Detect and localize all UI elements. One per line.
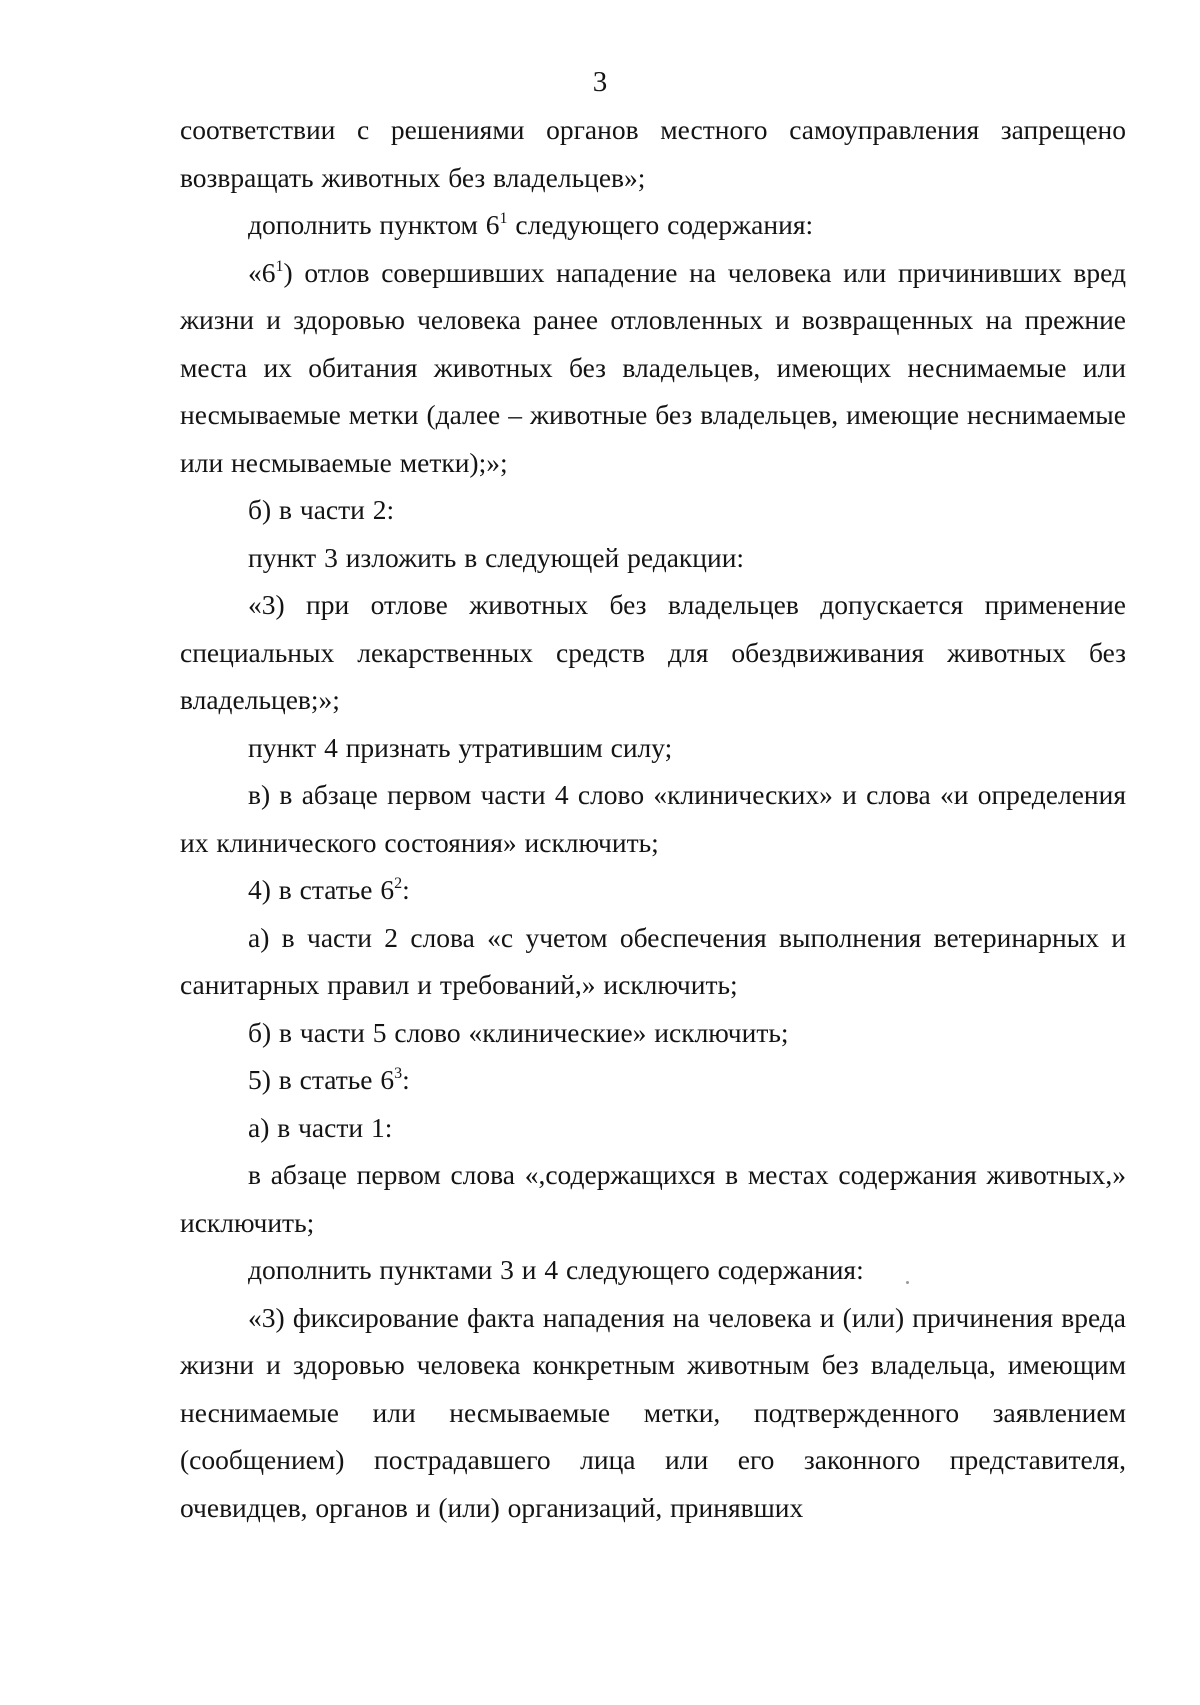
paragraph-article-6-2: 4) в статье $6^2$: <box>248 874 410 905</box>
paragraph-article-6-3-part-1: а) в части 1: <box>248 1111 393 1143</box>
superscript: 1 <box>275 257 284 275</box>
paragraph-article-6-2-part-5: б) в части 5 слово «клинические» исключить; <box>248 1016 789 1048</box>
paragraph-article-6-3: 5) в статье $6^3$: <box>248 1064 410 1095</box>
superscript: 1 <box>499 210 508 227</box>
document-body <box>180 106 1126 1531</box>
paragraph-first-abstract-edit: в абзаце первом слова «,содержащихся в местах содержания животных,» исключить; <box>180 1159 1126 1238</box>
scan-speck <box>906 1281 909 1284</box>
paragraph-article-6-2-part-2: а) в части 2 слова «с учетом обеспечения выполнения ветеринарных и санитарных правил и требований,» исключить; <box>180 921 1126 1000</box>
paragraph-part-4-edit: в) в абзаце первом части 4 слово «клинических» и слова «и определения их клинического состояния» исключить; <box>180 779 1126 858</box>
page-number: 3 <box>592 66 608 98</box>
superscript: 3 <box>394 1065 403 1082</box>
superscript: 2 <box>394 875 403 892</box>
paragraph-continuation: соответствии с решениями органов местного самоуправления запрещено возвращать животных без владельцев»; <box>180 114 1126 193</box>
paragraph-point-4-void: пункт 4 признать утратившим силу; <box>248 731 673 763</box>
paragraph-part-2: б) в части 2: <box>248 494 395 525</box>
paragraph-point-3-text: «3) при отлове животных без владельцев допускается применение специальных лекарственных средств для обездвиживания животных без владельцев;»; <box>180 589 1126 715</box>
paragraph-point-3-edit: пункт 3 изложить в следующей редакции: <box>248 541 745 573</box>
paragraph-point-3-new-text: «3) фиксирование факта нападения на человека и (или) причинения вреда жизни и здоровью человека конкретным животным без владельца, имеющим неснимаемые или несмываемые метки, подтвержденного заявлением (сообщением) пострадавшего лица или его законного представителя, очевидцев, органов и (или) организаций, принявших <box>180 1301 1126 1523</box>
paragraph-add-point-6-1: дополнить пунктом $6^1$ следующего содержания: <box>248 209 814 240</box>
paragraph-point-6-1-text: «$6^1$) отлов совершивших нападение на человека или причинивших вред жизни и здоровью человека ранее отловленных и возвращенных на прежние места их обитания животных без владельцев, имеющих неснимаемые или несмываемые метки (далее – животные без владельцев, имеющие неснимаемые или несмываемые метки);»; <box>180 256 1126 478</box>
paragraph-add-points-3-4: дополнить пунктами 3 и 4 следующего содержания: <box>248 1254 864 1285</box>
